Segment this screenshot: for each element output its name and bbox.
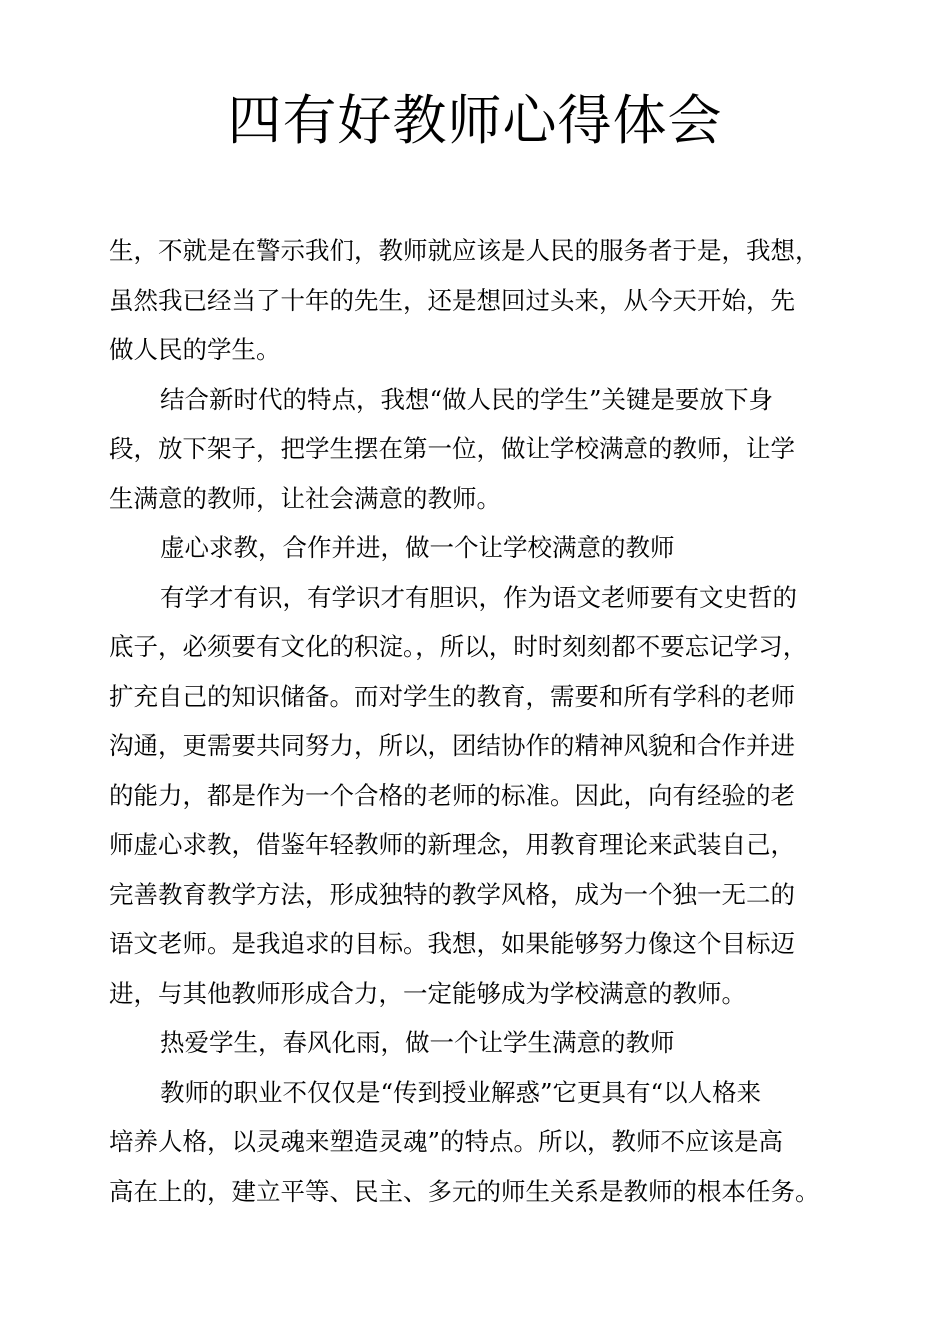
text-line: 热爱学生，春风化雨，做一个让学生满意的教师 <box>160 1028 675 1057</box>
text-line: 的能力，都是作为一个合格的老师的标准。因此，向有经验的老 <box>109 780 795 810</box>
text-line: 完善教育教学方法，形成独特的教学风格，成为一个独一无二的 <box>109 879 795 909</box>
text-line: 扩充自己的知识储备。而对学生的教育，需要和所有学科的老师 <box>109 681 795 711</box>
text-line: 有学才有识，有学识才有胆识，作为语文老师要有文史哲的 <box>160 582 797 612</box>
document-body <box>109 226 879 1216</box>
text-line: 生，不就是在警示我们，教师就应该是人民的服务者于是，我想， <box>109 236 820 265</box>
text-line: 师虚心求教，借鉴年轻教师的新理念，用教育理论来武装自己， <box>109 830 795 859</box>
text-line: 结合新时代的特点，我想“做人民的学生”关键是要放下身 <box>160 384 774 414</box>
text-line: 底子，必须要有文化的积淀。，所以，时时刻刻都不要忘记学习， <box>109 632 808 661</box>
text-line: 进，与其他教师形成合力，一定能够成为学校满意的教师。 <box>109 978 746 1008</box>
text-line: 虚心求教，合作并进，做一个让学校满意的教师 <box>160 533 675 562</box>
document-title: 四有好教师心得体会 <box>227 89 723 152</box>
text-line: 段，放下架子，把学生摆在第一位，做让学校满意的教师，让学 <box>109 434 795 463</box>
text-line: 虽然我已经当了十年的先生，还是想回过头来，从今天开始，先 <box>109 285 795 315</box>
text-line: 高在上的，建立平等、民主、多元的师生关系是教师的根本任务。 <box>109 1176 820 1206</box>
text-line: 做人民的学生。 <box>109 335 281 364</box>
text-line: 教师的职业不仅仅是“传到授业解惑”它更具有“以人格来 <box>160 1077 762 1107</box>
text-line: 语文老师。是我追求的目标。我想，如果能够努力像这个目标迈 <box>109 929 795 958</box>
text-line: 培养人格，以灵魂来塑造灵魂”的特点。所以，教师不应该是高 <box>109 1127 784 1156</box>
text-line: 沟通，更需要共同努力，所以，团结协作的精神风貌和合作并进 <box>109 731 795 760</box>
text-line: 生满意的教师，让社会满意的教师。 <box>109 483 501 513</box>
